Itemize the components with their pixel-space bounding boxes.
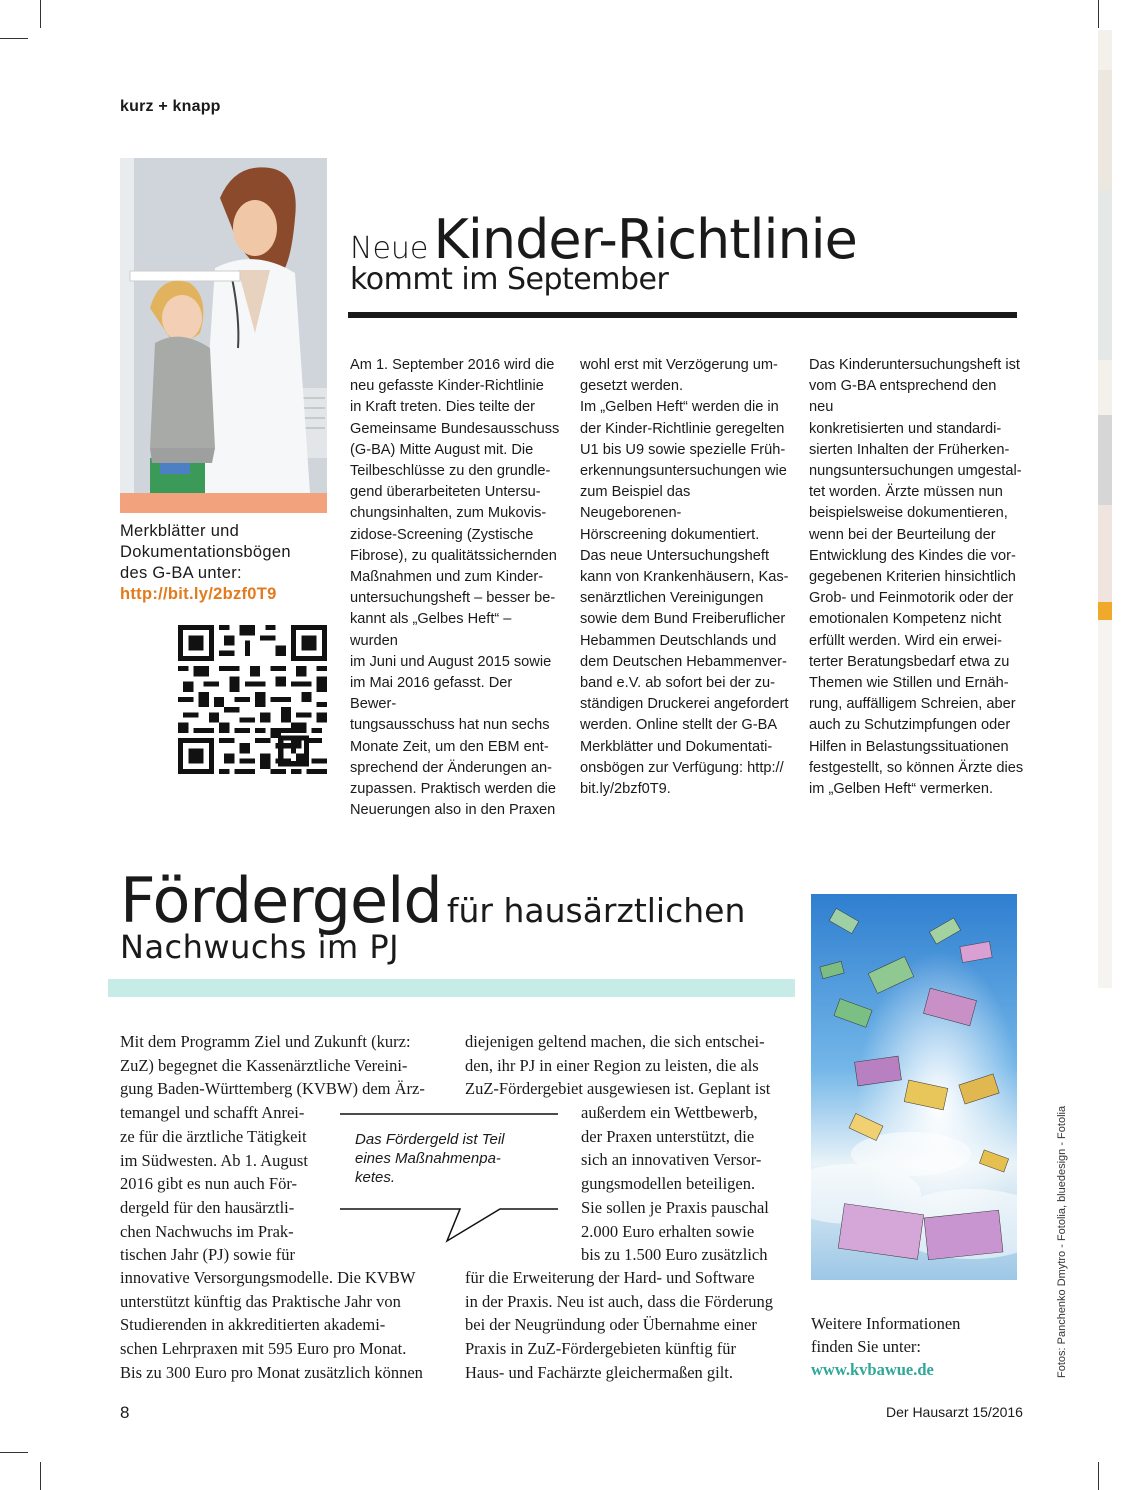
crop-mark — [1098, 1462, 1099, 1490]
article2-text-a: Mit dem Programm Ziel und Zukunft (kurz: ZuZ) begegnet die Kassenärztliche Vereini- gung Baden-Württemberg (KVBW) dem Ärz- temangel und schafft Anrei- ze für die ärztliche Tätigkeit im Südwesten. Ab 1. August 2016 gibt es nun auch För- dergeld für den hausärztli- chen Nachwuchs im Prak- tischen Jahr (PJ) sowie für — [120, 1032, 425, 1265]
article2-subheadline: Nachwuchs im PJ — [120, 928, 400, 966]
doctor-child-photo — [120, 158, 327, 493]
qr-code[interactable] — [178, 625, 327, 774]
gba-link[interactable]: http://bit.ly/2bzf0T9 — [120, 585, 277, 603]
headline-prefix: Neue — [350, 231, 429, 266]
photo-credit: Fotos: Panchenko Dmytro - Fotolia, bluedesign - Fotolia — [1056, 1105, 1068, 1378]
crop-mark — [1098, 0, 1099, 28]
article2-text-d: außerdem ein Wettbewerb, der Praxen unterstützt, die sich an innovativen Versor- gungsmodellen beteiligen. Sie sollen je Praxis pauschal 2.000 Euro erhalten sowie bis zu 1.500 Euro zusätzlich — [581, 1103, 769, 1265]
facing-page-edge — [1098, 30, 1112, 988]
kvbawue-link[interactable]: www.kvbawue.de — [811, 1360, 934, 1379]
photo-caption — [120, 521, 330, 605]
caption-line-2: finden Sie unter: — [811, 1337, 921, 1356]
page-number: 8 — [120, 1403, 130, 1422]
article1-column-3: Das Kinderuntersuchungsheft ist vom G-BA entsprechend den neu konkretisierten und standardi- sierten Inhalten der Früherken- nungsuntersuchungen umgestal- tet worden. Ärzte müssen nun beispielsweise dokumentieren, wenn bei der Beurteilung der Entwicklung des Kindes die vor- gegebenen Kriterien hinsichtlich Grob- und Feinmotorik oder der emotionalen Kompetenz nicht erfüllt werden. Wird ein erwei- terter Beratungsbedarf etwa zu Themen wie Stillen und Ernäh- rung, auffälligem Schreien, aber auch zu Schutzimpfungen oder Hilfen in Belastungssituationen festgestellt, so können Ärzte dies im „Gelben Heft“ vermerken. — [809, 357, 1024, 798]
article1-column-2: wohl erst mit Verzögerung um- gesetzt werden. Im „Gelben Heft“ werden die in der Kinder-Richtlinie geregelten U1 bis U9 sowie spezielle Früh- erkennungsuntersuchungen wie zum Beispiel das Neugeborenen- Hörscreening dokumentiert. Das neue Untersuchungsheft kann von Krankenhäusern, Kas- senärztlichen Vereinigungen sowie dem Bund Freiberuflicher Hebammen Deutschlands und dem Deutschen Hebammenver- band e.V. ab sofort bei der zu- ständigen Druckerei angefordert werden. Online stellt der G-BA Merkblätter und Dokumentati- onsbögen zur Verfügung: http:// bit.ly/2bzf0T9. — [580, 357, 789, 798]
article2-text-e: für die Erweiterung der Hard- und Software in der Praxis. Neu ist auch, dass die Förderung bei der Neugründung oder Übernahme einer Praxis in ZuZ-Fördergebieten künftig für Haus- und Fachärzte gleichermaßen gilt. — [465, 1268, 773, 1382]
photo-caption-band — [120, 493, 327, 513]
crop-mark — [0, 38, 28, 39]
caption-line-1: Weitere Informationen — [811, 1314, 961, 1333]
section-label: kurz + knapp — [120, 98, 221, 115]
crop-mark — [40, 0, 41, 28]
article1-column-1: Am 1. September 2016 wird die neu gefasste Kinder-Richtlinie in Kraft treten. Dies teilte der Gemeinsame Bundesausschuss (G-BA) Mitte August mit. Die Teilbeschlüsse zu den grundle- gend überarbeiteten Untersu- chungsinhalten, zum Mukovis- zidose-Screening (Zystische Fibrose), zu qualitätssichernden Maßnahmen und zum Kinder- untersuchungsheft – besser be- kannt als „Gelbes Heft“ – wurden im Juni und August 2015 sowie im Mai 2016 gefasst. Der Bewer- tungsausschuss hat nun sechs Monate Zeit, um den EBM ent- sprechend der Änderungen an- zupassen. Praktisch werden die Neuerungen also in den Praxen — [350, 357, 560, 819]
headline-band — [108, 979, 795, 997]
headline-suffix: für hausärztlichen — [446, 891, 746, 930]
article1-subheadline: kommt im September — [350, 262, 669, 297]
headline-main: Fördergeld — [120, 864, 442, 937]
article2-text-b: innovative Versorgungsmodelle. Die KVBW unterstützt künftig das Praktische Jahr von Studierenden in akkreditierten akademi- schen Lehrpraxen mit 595 Euro pro Monat. Bis zu 300 Euro pro Monat zusätzlich können — [120, 1268, 423, 1382]
pull-quote: Das Fördergeld ist Teil eines Maßnahmenpa- ketes. — [355, 1131, 505, 1186]
article2-headline — [120, 864, 745, 937]
photo2-caption — [811, 1312, 1021, 1381]
money-sky-illustration — [811, 894, 1017, 1280]
issue-label: Der Hausarzt 15/2016 — [886, 1404, 1023, 1420]
doctor-child-illustration — [120, 158, 327, 493]
article2-text-c: diejenigen geltend machen, die sich entschei- den, ihr PJ in einer Region zu leisten, die als ZuZ-Fördergebiet ausgewiesen ist. Geplant ist — [465, 1032, 771, 1099]
headline-main: Kinder-Richtlinie — [433, 208, 857, 271]
caption-text: Merkblätter und Dokumentationsbögen des G-BA unter: — [120, 522, 291, 582]
crop-mark — [40, 1462, 41, 1490]
headline-rule — [348, 312, 1017, 318]
money-sky-photo — [811, 894, 1017, 1280]
crop-mark — [0, 1452, 28, 1453]
